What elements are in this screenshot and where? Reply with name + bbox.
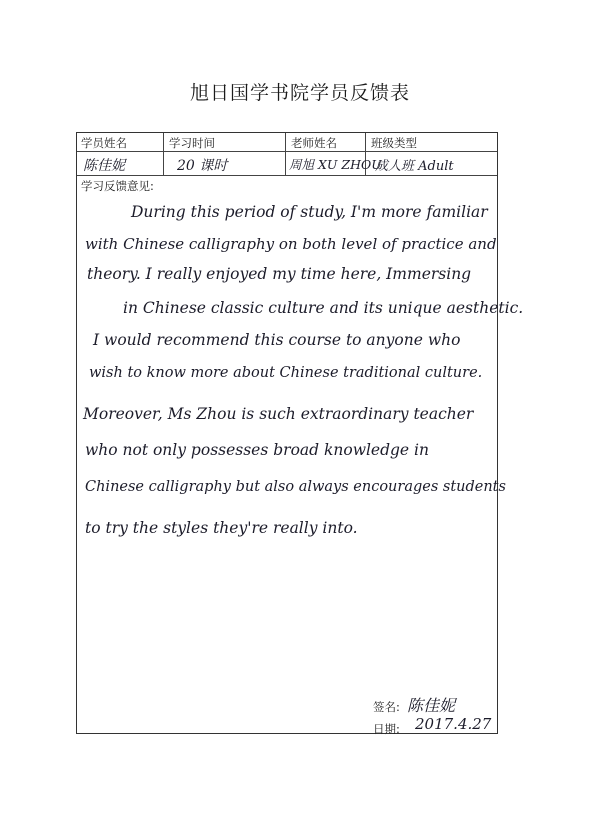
- feedback-line: theory. I really enjoyed my time here, Immersing: [87, 265, 472, 283]
- feedback-form: [76, 132, 524, 736]
- feedback-label: 学习反馈意见:: [81, 179, 154, 193]
- feedback-line: who not only possesses broad knowledge in: [85, 441, 429, 459]
- info-divider: [77, 175, 497, 176]
- value-class-type: 成人班 Adult: [375, 159, 454, 174]
- value-study-time: 20 课时: [177, 158, 228, 174]
- value-student-name: 陈佳妮: [83, 158, 125, 174]
- feedback-line: with Chinese calligraphy on both level of practice and: [85, 235, 497, 253]
- header-study-time: 学习时间: [169, 136, 215, 150]
- date-label: 日期:: [373, 722, 400, 736]
- signature-value: 陈佳妮: [407, 696, 456, 715]
- form-title: 旭日国学书院学员反馈表: [189, 82, 410, 104]
- date-value: 2017.4.27: [415, 715, 492, 733]
- column-divider: [285, 133, 286, 175]
- column-divider: [163, 133, 164, 175]
- feedback-line: Moreover, Ms Zhou is such extraordinary teacher: [83, 405, 474, 423]
- value-teacher-name: 周旭 XU ZHOU: [289, 157, 382, 172]
- feedback-line: During this period of study, I'm more familiar: [131, 203, 488, 221]
- feedback-line: I would recommend this course to anyone who: [93, 331, 461, 349]
- header-class-type: 班级类型: [371, 136, 417, 150]
- header-divider: [77, 151, 497, 152]
- signature-label: 签名:: [373, 700, 400, 714]
- feedback-line: to try the styles they're really into.: [85, 519, 358, 537]
- feedback-line: Chinese calligraphy but also always encourages students: [85, 479, 506, 495]
- feedback-line: in Chinese classic culture and its unique aesthetic.: [123, 299, 524, 317]
- header-student-name: 学员姓名: [81, 136, 127, 150]
- feedback-line: wish to know more about Chinese traditional culture.: [89, 365, 483, 381]
- header-teacher-name: 老师姓名: [291, 136, 337, 150]
